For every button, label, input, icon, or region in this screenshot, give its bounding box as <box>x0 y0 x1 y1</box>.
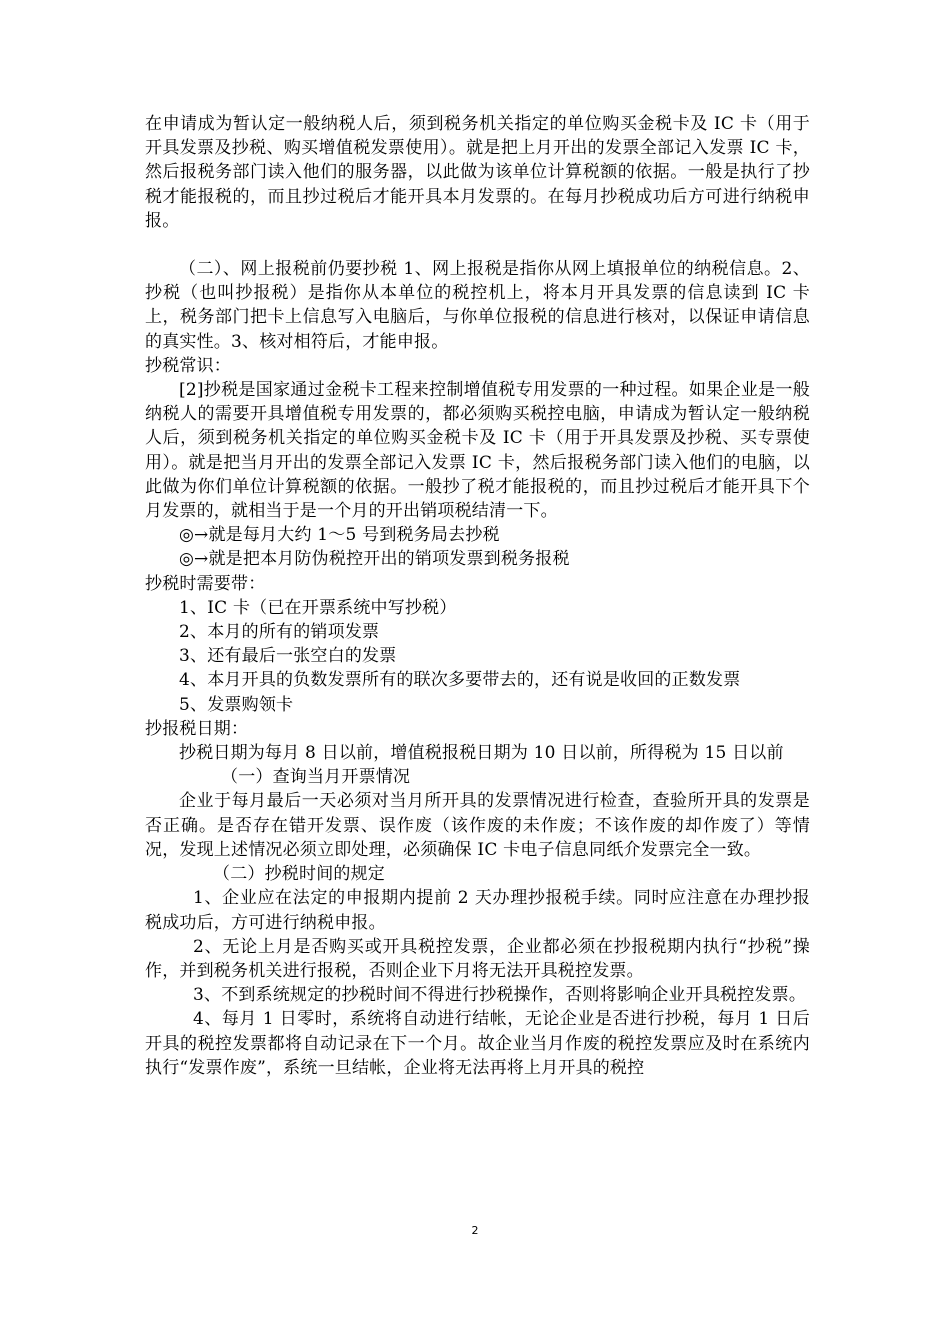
heading-tax-copy-basics: 抄税常识： <box>145 355 231 376</box>
paragraph-online-tax: （二）、网上报税前仍要抄税 1、网上报税是指你从网上填报单位的纳税信息。2、抄税（也叫抄报税）是指你从本单位的税控机上，将本月开具发票的信息读到 IC 卡上，税务部门把卡上信息写入电脑后，与你单位报税的信息进行核对，以保证申请信息的真实性。3、核对相符后，才能申报。 <box>145 259 810 352</box>
paragraph-tax-dates: 抄税日期为每月 8 日以前，增值税报税日期为 10 日以前，所得税为 15 日以前 <box>179 743 784 764</box>
subheading-query-invoices: （一）查询当月开票情况 <box>221 767 411 788</box>
document-body <box>145 112 810 1080</box>
rule-item-3: 3、不到系统规定的抄税时间不得进行抄税操作，否则将影响企业开具税控发票。 <box>193 985 807 1006</box>
paragraph-intro: 在申请成为暂认定一般纳税人后，须到税务机关指定的单位购买金税卡及 IC 卡（用于开具发票及抄税、购买增值税发票使用）。就是把上月开出的发票全部记入发票 IC 卡，然后报税务部门读入他们的服务器，以此做为该单位计算税额的依据。一般是执行了抄税才能报税的，而且抄过税后才能开具本月发票的。在每月抄税成功后方可进行纳税申报。 <box>145 114 810 231</box>
list-item-ic-card: 1、IC 卡（已在开票系统中写抄税） <box>179 597 457 618</box>
list-item-report-invoices: ◎→就是把本月防伪税控开出的销项发票到税务报税 <box>179 549 570 570</box>
rule-item-2: 2、无论上月是否购买或开具税控发票，企业都必须在抄报税期内执行“抄税”操作，并到税务机关进行报税，否则企业下月将无法开具税控发票。 <box>145 936 810 981</box>
list-item-negative-invoices: 4、本月开具的负数发票所有的联次多要带去的，还有说是收回的正数发票 <box>179 670 741 691</box>
rule-item-4: 4、每月 1 日零时，系统将自动进行结帐，无论企业是否进行抄税，每月 1 日后开具的税控发票都将自动记录在下一个月。故企业当月作废的税控发票应及时在系统内执行“发票作废”，系统一旦结帐，企业将无法再将上月开具的税控 <box>145 1009 810 1078</box>
paragraph-tax-copy-explanation: [2]抄税是国家通过金税卡工程来控制增值税专用发票的一种过程。如果企业是一般纳税人的需要开具增值税专用发票的，都必须购买税控电脑，申请成为暂认定一般纳税人后，须到税务机关指定的单位购买金税卡及 IC 卡（用于开具发票及抄税、买专票使用）。就是把当月开出的发票全部记入发票 IC 卡，然后报税务部门读入他们的电脑，以此做为你们单位计算税额的依据。一般抄了税才能报税的，而且抄过税后才能开具下个月发票的，就相当于是一个月的开出销项税结清一下。 <box>145 380 810 522</box>
paragraph-invoice-check: 企业于每月最后一天必须对当月所开具的发票情况进行检查，查验所开具的发票是否正确。是否存在错开发票、误作废（该作废的未作废；不该作废的却作废了）等情况，发现上述情况必须立即处理，必须确保 IC 卡电子信息同纸介发票完全一致。 <box>145 791 810 860</box>
paragraph-spacer <box>145 233 810 257</box>
list-item-monthly-copy: ◎→就是每月大约 1～5 号到税务局去抄税 <box>179 525 500 546</box>
list-item-purchase-card: 5、发票购领卡 <box>179 694 294 715</box>
heading-tax-dates: 抄报税日期： <box>145 718 249 739</box>
heading-items-to-bring: 抄税时需要带： <box>145 573 266 594</box>
rule-item-1: 1、企业应在法定的申报期内提前 2 天办理抄报税手续。同时应注意在办理抄报税成功后，方可进行纳税申报。 <box>145 888 810 933</box>
list-item-blank-invoice: 3、还有最后一张空白的发票 <box>179 646 397 667</box>
page-number: 2 <box>471 1224 479 1237</box>
list-item-sales-invoices: 2、本月的所有的销项发票 <box>179 622 380 643</box>
subheading-copy-time-rules: （二）抄税时间的规定 <box>213 864 385 885</box>
